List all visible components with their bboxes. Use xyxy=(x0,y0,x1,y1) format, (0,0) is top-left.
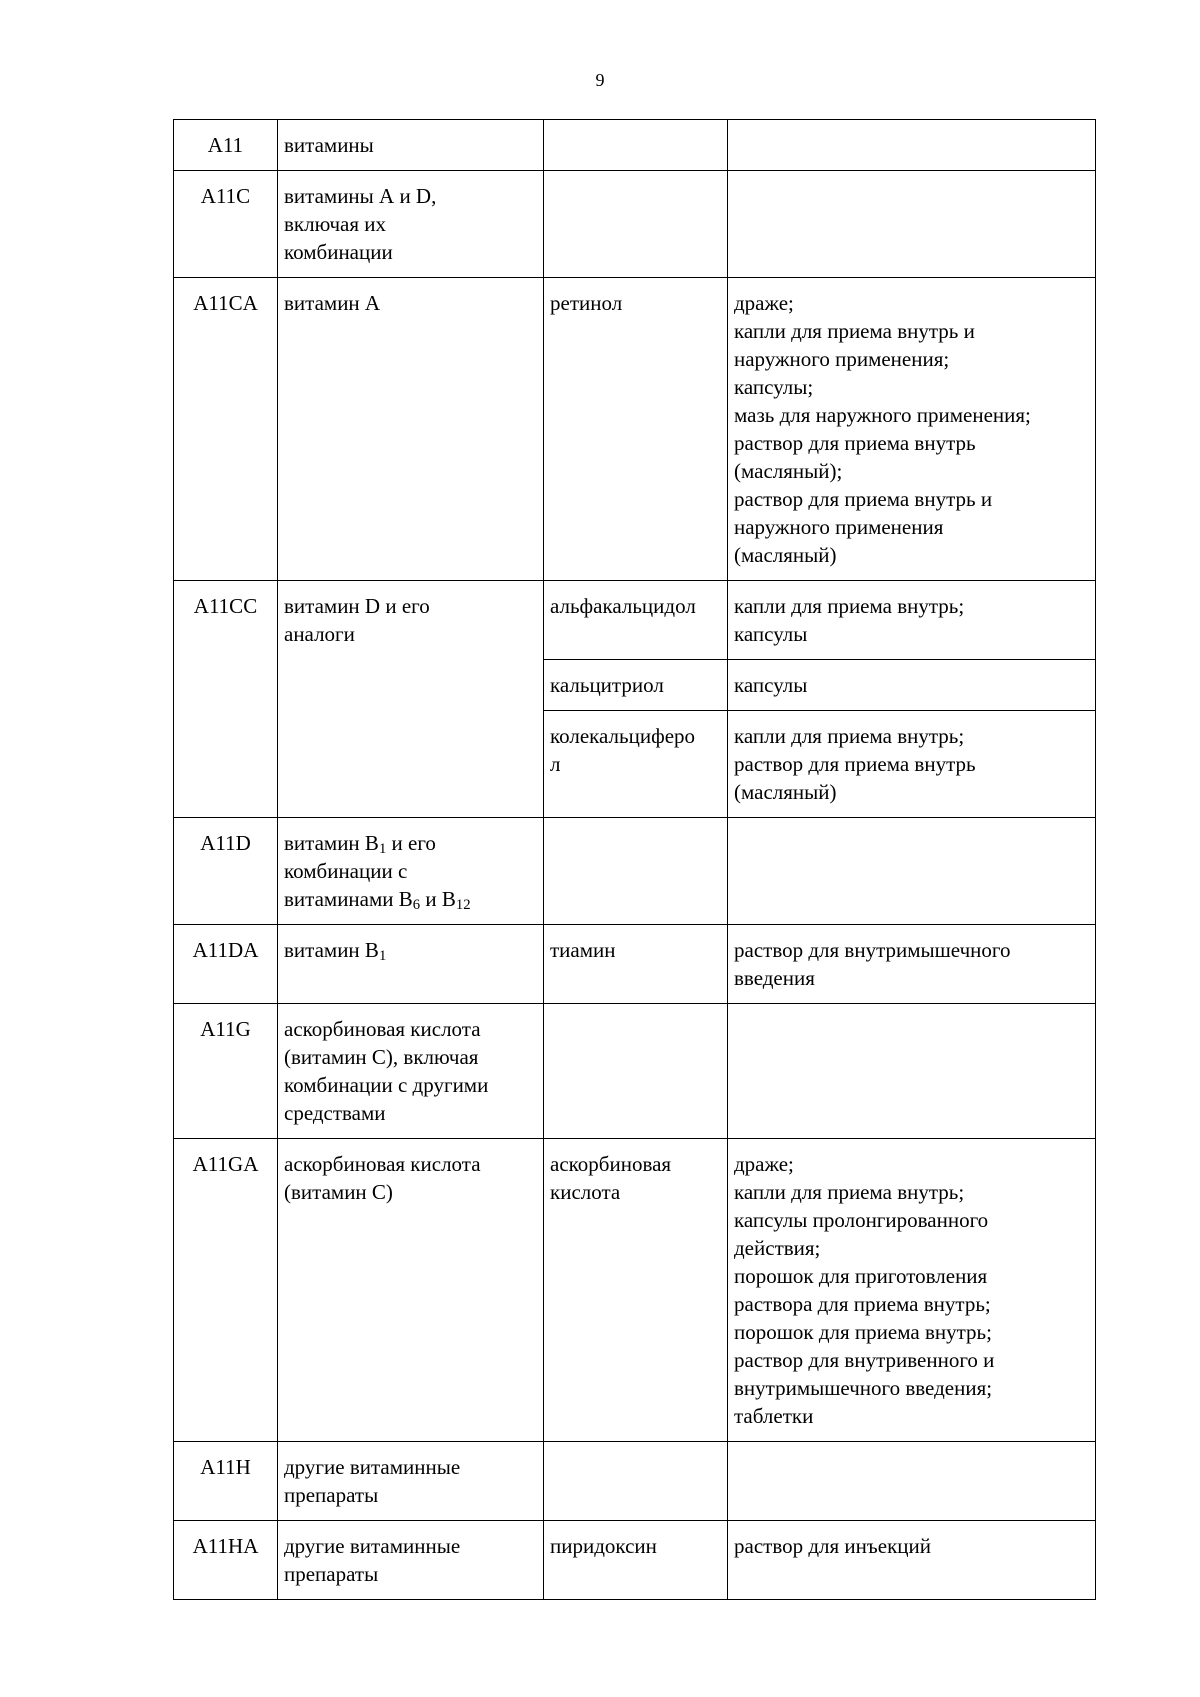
atc-code: A11DA xyxy=(174,925,278,1004)
drug-name xyxy=(544,1004,728,1139)
dosage-forms: раствор для внутримышечного введения xyxy=(728,925,1096,1004)
drug-name: пиридоксин xyxy=(544,1521,728,1600)
table-row xyxy=(174,925,1096,1004)
group-name: витамин D и его аналоги xyxy=(278,581,544,818)
group-name: витамины А и D, включая их комбинации xyxy=(278,171,544,278)
group-name: другие витаминные препараты xyxy=(278,1521,544,1600)
group-name: аскорбиновая кислота (витамин С) xyxy=(278,1139,544,1442)
dosage-forms: драже; капли для приема внутрь; капсулы пролонгированного действия; порошок для приготовления раствора для приема внутрь; порошок для приема внутрь; раствор для внутривенного и внутримышечного введения; таблетки xyxy=(728,1139,1096,1442)
dosage-forms: капли для приема внутрь; раствор для приема внутрь (масляный) xyxy=(728,711,1096,818)
table-row xyxy=(174,120,1096,171)
atc-code: A11GA xyxy=(174,1139,278,1442)
group-name: витамин $В_1$ и его комбинации с витаминами $В_6$ и $В_{12}$ xyxy=(278,818,544,925)
table-row xyxy=(174,1139,1096,1442)
atc-code: A11D xyxy=(174,818,278,925)
dosage-forms xyxy=(728,1004,1096,1139)
dosage-forms xyxy=(728,171,1096,278)
table-row xyxy=(174,171,1096,278)
group-name: другие витаминные препараты xyxy=(278,1442,544,1521)
drug-name: аскорбиновая кислота xyxy=(544,1139,728,1442)
drug-name: тиамин xyxy=(544,925,728,1004)
dosage-forms: раствор для инъекций xyxy=(728,1521,1096,1600)
atc-code: A11CA xyxy=(174,278,278,581)
table-row xyxy=(174,581,1096,660)
page-number: 9 xyxy=(595,70,605,90)
atc-code: A11G xyxy=(174,1004,278,1139)
dosage-forms: капсулы xyxy=(728,660,1096,711)
atc-code: A11 xyxy=(174,120,278,171)
group-name: витамин $В_1$ xyxy=(278,925,544,1004)
drug-name: альфакальцидол xyxy=(544,581,728,660)
dosage-forms xyxy=(728,120,1096,171)
drug-name: колекальциферо л xyxy=(544,711,728,818)
atc-code: A11C xyxy=(174,171,278,278)
drug-name xyxy=(544,171,728,278)
group-name: витамин А xyxy=(278,278,544,581)
dosage-forms xyxy=(728,818,1096,925)
table-row xyxy=(174,1004,1096,1139)
group-name: аскорбиновая кислота (витамин С), включая комбинации с другими средствами xyxy=(278,1004,544,1139)
dosage-forms xyxy=(728,1442,1096,1521)
drug-name xyxy=(544,120,728,171)
dosage-forms: капли для приема внутрь; капсулы xyxy=(728,581,1096,660)
table-row xyxy=(174,278,1096,581)
atc-code: A11HA xyxy=(174,1521,278,1600)
table-row xyxy=(174,1521,1096,1600)
drug-name xyxy=(544,1442,728,1521)
dosage-forms: драже; капли для приема внутрь и наружного применения; капсулы; мазь для наружного применения; раствор для приема внутрь (масляный); раствор для приема внутрь и наружного применения (масляный) xyxy=(728,278,1096,581)
atc-table xyxy=(173,119,1096,1600)
drug-name xyxy=(544,818,728,925)
drug-name: кальцитриол xyxy=(544,660,728,711)
atc-code: A11H xyxy=(174,1442,278,1521)
group-name: витамины xyxy=(278,120,544,171)
drug-name: ретинол xyxy=(544,278,728,581)
atc-code: A11CC xyxy=(174,581,278,818)
table-row xyxy=(174,1442,1096,1521)
table-row xyxy=(174,818,1096,925)
